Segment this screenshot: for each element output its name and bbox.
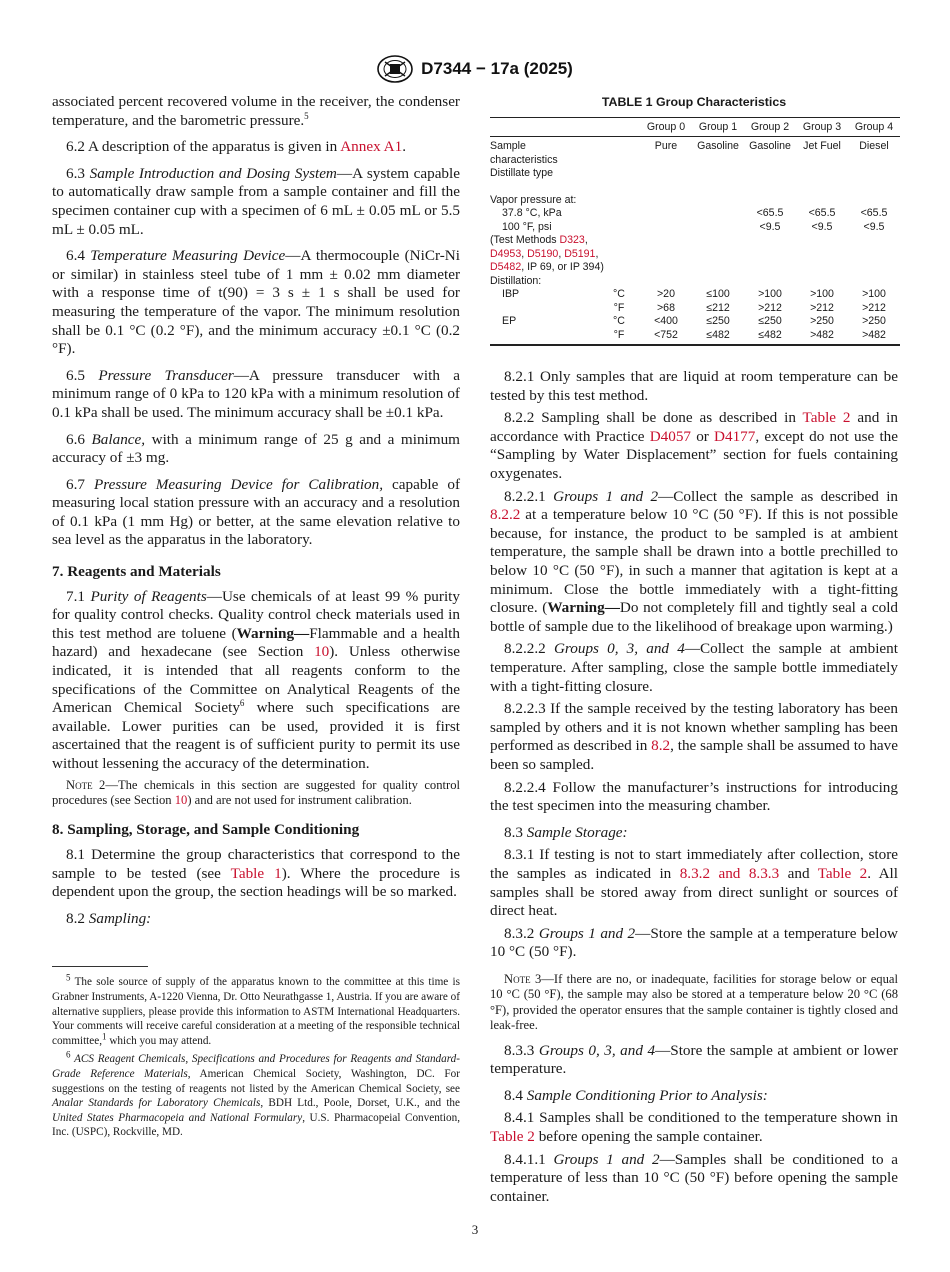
table-row: °F >68 ≤212 >212 >212 >212 [613,301,886,314]
table-row: (Test Methods D323, [490,234,588,247]
link-d4177[interactable]: D4177 [714,427,756,445]
section-6-5: 6.5 Pressure Transducer—A pressure transducer with a minimum range of 0 kPa to 120 kPa with a minimum resolution of 0.1 kPa shall be used. The minimum accuracy shall be ±0.1 kPa. [52,366,461,421]
section-8-4: 8.4 Sample Conditioning Prior to Analysis: [504,1086,768,1104]
section-8-4-1-1: 8.4.1.1 Groups 1 and 2—Samples shall be conditioned to a temperature of less than 10 °C (50 °F) before opening the sample container. [490,1150,898,1205]
section-6-2: 6.2 A description of the apparatus is given in Annex A1. [66,138,406,156]
section-8-3-1: 8.3.1 If testing is not to start immediately after collection, store the samples as indicated in 8.3.2 and 8.3.3 and Table 2. All samples shall be stored away from direct sunlight or sources of direct heat. [490,846,898,920]
link-8-2[interactable]: 8.2 [651,737,671,755]
link-d4057[interactable]: D4057 [649,427,692,445]
header-group-3: Group 3 [796,117,848,137]
header-group-4: Group 4 [848,117,900,137]
section-8-2: 8.2 Sampling: [66,909,152,927]
left-column [52,93,460,1144]
link-table-2[interactable]: Table 2 [802,409,851,427]
astm-logo-icon [377,54,413,84]
group-characteristics-table [490,117,900,347]
page-number: 3 [471,1222,479,1237]
standard-designation: D7344 − 17a (2025) [421,59,573,78]
table-row: characteristics [490,153,558,166]
table-row: D5482, IP 69, or IP 394) [490,261,604,274]
section-6-4: 6.4 Temperature Measuring Device—A thermocouple (NiCr-Ni or similar) in stainless steel tube of 1 mm ± 0.02 mm diameter with a response time of t(90) = 3 s ± 1 s shall be used for measuring the temperature of the vapor. The minimum resolution shall be 0.1 °C (0.2 °F), and the minimum accuracy ±0.1 °C (0.2 °F). [52,247,460,358]
table-row: Vapor pressure at: [490,193,577,206]
link-d5482[interactable]: D5482 [490,261,522,274]
link-d5191[interactable]: D5191 [564,247,596,260]
note-2: Note 2—The chemicals in this section are suggested for quality control procedures (see Section 10) and are not used for instrument calibration. [52,777,460,807]
table-1-title: TABLE 1 Group Characteristics [601,95,787,109]
link-section-10[interactable]: 10 [314,643,330,661]
page-header [0,54,950,84]
section-8-2-2-1: 8.2.2.1 Groups 1 and 2—Collect the sample as described in 8.2.2 at a temperature below 10 °C (50 °F). If this is not possible because, for instance, the product to be sampled is at ambient temperature, the sample shall be drawn into a bottle prechilled to below 10 °C (50 °F), in such a manner that agitation is kept at a minimum. Close the bottle immediately with a tight-fitting closure. (Warning—Do not completely fill and tightly seal a cold bottle of sample due to the likelihood of breakage upon warming.) [490,487,899,635]
link-d4953[interactable]: D4953 [490,247,522,260]
table-row: IBP °C >20 ≤100 >100 >100 >100 [502,288,886,301]
footnote-6: $^6$ ACS Reagent Chemicals, Specifications and Procedures for Reagents and Standard-Grade Reference Materials, American Chemical Society, Washington, DC. For suggestions on the testing of reagents not listed by the American Chemical Society, see Analar Standards for Laboratory Chemicals, BDH Ltd., Poole, Dorset, U.K., and the United States Pharmacopeia and National Formulary, U.S. Pharmacopeial Convention, Inc. (USPC), Rockville, MD. [52,1049,460,1139]
section-8-2-1: 8.2.1 Only samples that are liquid at room temperature can be tested by this test method. [490,368,898,404]
table-row: Distillate type [490,167,553,180]
section-8-3-2: 8.3.2 Groups 1 and 2—Store the sample at a temperature below 10 °C (50 °F). [490,924,899,961]
table-row: EP °C <400 ≤250 ≤250 >250 >250 [502,315,886,328]
section-8-1: 8.1 Determine the group characteristics that correspond to the sample to be tested (see Table 1). Where the procedure is dependent upon the group, the section headings will be so marked. [52,846,460,901]
link-section-10-note[interactable]: 10 [174,793,188,807]
table-row [490,181,900,194]
link-d5190[interactable]: D5190 [527,247,559,260]
link-8-2-2[interactable]: 8.2.2 [490,506,521,524]
section-8-2-2-3: 8.2.2.3 If the sample received by the testing laboratory has been sampled by others and it is not known whether sampling has been performed as described in 8.2, the sample shall be assumed to have been so sampled. [490,700,898,773]
table-row: 100 °F, psi <9.5 <9.5 <9.5 [502,220,885,233]
section-8-4-1: 8.4.1 Samples shall be conditioned to the temperature shown in Table 2 before opening the sample container. [490,1109,898,1145]
section-8-2-2-4: 8.2.2.4 Follow the manufacturer’s instructions for introducing the test specimen into the measuring chamber. [490,778,898,815]
table-row: Sample Pure Gasoline Gasoline Jet Fuel Diesel [490,140,889,153]
section-7-1: 7.1 Purity of Reagents—Use chemicals of at least 99 % purity for quality control checks. Quality control check materials used in this test method are toluene (Warning—Flammable and a health hazard) and hexadecane (see Section 10). Unless otherwise indicated, it is intended that all reagents conform to the specifications of the Committee on Analytical Reagents of the American Chemical Society$^6$ where such specifications are available. Lower purities can be used, provided it is first ascertained that the reagent is of sufficient purity to permit its use without lessening the accuracy of the determination. [52,587,461,772]
heading-section-7: 7. Reagents and Materials [52,563,221,581]
heading-section-8: 8. Sampling, Storage, and Sample Conditioning [52,821,360,839]
section-6-6: 6.6 Balance, with a minimum range of 25 g and a minimum accuracy of ±3 mg. [52,430,460,467]
link-table-1[interactable]: Table 1 [230,864,282,882]
link-table-2-conditioning[interactable]: Table 2 [490,1127,535,1145]
right-column [490,93,898,1210]
table-row: °F <752 ≤482 ≤482 >482 >482 [490,329,900,346]
footnote-5: $^5$ The sole source of supply of the apparatus known to the committee at this time is Grabner Instruments, A-1220 Vienna, Dr. Otto Neurathgasse 1, Austria. If you are aware of alternative suppliers, please provide this information to ASTM International Headquarters. Your comments will receive careful consideration at a meeting of the responsible technical committee,$^1$ which you may attend. [52,972,460,1047]
header-group-0: Group 0 [640,117,692,137]
section-8-2-2: 8.2.2 Sampling shall be done as described in Table 2 and in accordance with Practice D4057 or D4177, except do not use the “Sampling by Water Displacement” section for fuels containing oxygenates. [490,409,898,483]
header-group-1: Group 1 [692,117,744,137]
link-table-2-storage[interactable]: Table 2 [817,864,868,882]
paragraph-continuation: associated percent recovered volume in the receiver, the condenser temperature, and the barometric pressure.$^5$ [52,93,460,129]
table-row: D4953, D5190, D5191, [490,247,599,260]
section-6-7: 6.7 Pressure Measuring Device for Calibration, capable of measuring local station pressure with an accuracy and a resolution of 0.1 kPa (1 mm Hg) or better, at the same elevation relative to sea level as the apparatus in the laboratory. [52,475,460,549]
section-6-3: 6.3 Sample Introduction and Dosing System—A system capable to automatically draw sample from a sample container and fill the specimen container cup with a specimen of 6 mL ± 0.05 mL or 5.5 mL ± 0.05 mL. [52,164,460,238]
note-3: Note 3—If there are no, or inadequate, facilities for storage below or equal 10 °C (50 °F), the sample may also be stored at a temperature below 20 °C (68 °F), provided the operator ensures that the sample container is tightly closed and leak-free. [490,971,898,1033]
section-8-3-3: 8.3.3 Groups 0, 3, and 4—Store the sample at ambient or lower temperature. [490,1041,899,1078]
link-d323[interactable]: D323 [559,234,585,247]
section-8-2-2-2: 8.2.2.2 Groups 0, 3, and 4—Collect the sample at ambient temperature. After sampling, close the sample bottle immediately with a tight-fitting closure. [490,640,898,695]
link-8-3-2-and-8-3-3[interactable]: 8.3.2 and 8.3.3 [679,864,780,882]
link-annex-a1[interactable]: Annex A1 [340,138,403,156]
footnote-divider [52,966,148,967]
table-row: 37.8 °C, kPa <65.5 <65.5 <65.5 [502,207,888,220]
section-8-3: 8.3 Sample Storage: [504,823,628,841]
header-group-2: Group 2 [744,117,796,137]
table-row: Distillation: [490,274,542,287]
table-header-row [490,117,900,137]
